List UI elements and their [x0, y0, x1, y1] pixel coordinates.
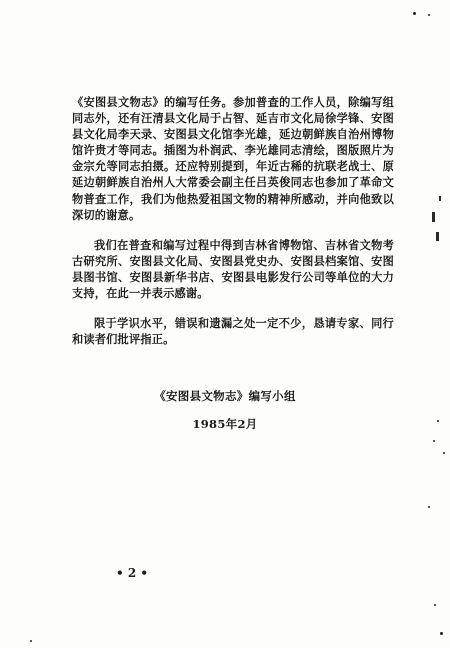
- scan-speck: [437, 420, 439, 422]
- body-text: [72, 94, 394, 347]
- page-number-value: 2: [127, 566, 137, 580]
- scan-speck: [428, 14, 430, 16]
- page-number: [116, 566, 148, 580]
- paragraph-closing: 限于学识水平，错误和遗漏之处一定不少，恳请专家、同行和读者们批评指正。: [72, 316, 394, 347]
- page-number-dot-left: •: [116, 566, 124, 580]
- scan-speck: [428, 506, 430, 508]
- signature-group: 《安图县文物志》编写小组: [154, 389, 296, 403]
- scan-speck: [440, 632, 443, 635]
- scan-mark: [436, 232, 439, 241]
- scan-speck: [413, 12, 416, 15]
- page-number-dot-right: •: [140, 566, 149, 580]
- scan-speck: [443, 452, 445, 454]
- signature-date: 1985年2月: [192, 417, 258, 431]
- scan-speck: [30, 640, 32, 642]
- scan-mark: [432, 212, 435, 222]
- scan-speck: [434, 604, 436, 606]
- paragraph-acknowledgements: 我们在普查和编写过程中得到吉林省博物馆、吉林省文物考古研究所、安图县文化局、安图县党史办、安图县档案馆、安图县图书馆、安图县新华书店、安图县电影发行公司等单位的大力支持，在此一并表示感谢。: [72, 237, 394, 301]
- scan-speck: [433, 440, 435, 442]
- paragraph-continuation: 《安图县文物志》的编写任务。参加普查的工作人员，除编写组同志外，还有汪清县文化局于占智、延吉市文化局徐学锋、安图县文化局李天录、安图县文化馆李光雄，延边朝鲜族自治州博物馆许贵才等同志。插图为朴润武、李光雄同志清绘，图版照片为金宗允等同志拍摄。还应特别提到，年近古稀的抗联老战士、原延边朝鲜族自治州人大常委会副主任吕英俊同志也参加了革命文物普查工作，我们为他热爱祖国文物的精神所感动，并向他致以深切的谢意。: [72, 95, 394, 222]
- scan-mark: [439, 196, 441, 201]
